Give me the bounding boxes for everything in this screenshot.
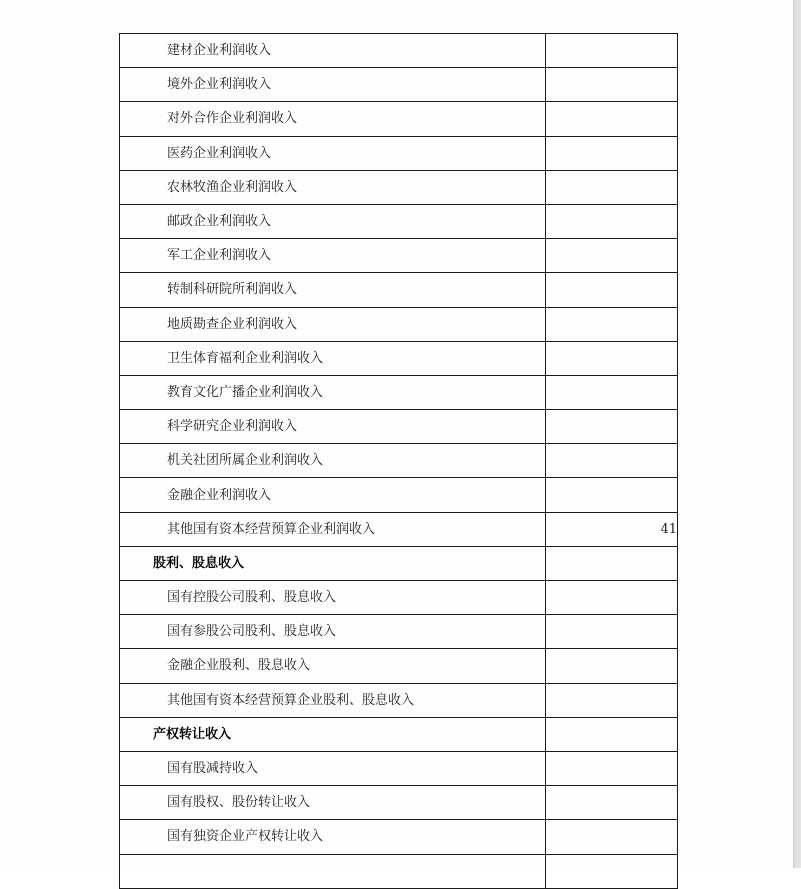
table-row [120,581,678,615]
table-row [120,273,678,307]
row-value [546,410,678,444]
row-label: 国有控股公司股利、股息收入 [120,581,546,615]
row-value [546,854,678,888]
row-label: 其他国有资本经营预算企业股利、股息收入 [120,683,546,717]
row-label: 医药企业利润收入 [120,136,546,170]
row-label: 股利、股息收入 [120,546,546,580]
row-value [546,239,678,273]
row-label: 产权转让收入 [120,717,546,751]
table-row [120,751,678,785]
table-section-row [120,546,678,580]
table-row [120,204,678,238]
budget-table-body [120,34,678,889]
table-row [120,307,678,341]
row-label: 机关社团所属企业利润收入 [120,444,546,478]
row-value [546,444,678,478]
row-label: 转制科研院所利润收入 [120,273,546,307]
table-row [120,649,678,683]
table-row [120,68,678,102]
row-value [546,68,678,102]
row-label: 地质勘查企业利润收入 [120,307,546,341]
row-value [546,102,678,136]
row-value [546,786,678,820]
row-value [546,34,678,68]
row-label: 国有股权、股份转让收入 [120,786,546,820]
row-value [546,478,678,512]
table-row [120,512,678,546]
table-row [120,34,678,68]
row-value [546,136,678,170]
row-label: 金融企业利润收入 [120,478,546,512]
viewer-scrollbar[interactable] [793,0,801,868]
table-row [120,136,678,170]
row-value [546,683,678,717]
table-section-row [120,717,678,751]
row-value: 41 [546,512,678,546]
row-label: 邮政企业利润收入 [120,204,546,238]
row-label: 国有股减持收入 [120,751,546,785]
row-label: 对外合作企业利润收入 [120,102,546,136]
row-value [546,751,678,785]
row-value [546,204,678,238]
table-row [120,444,678,478]
row-value [546,273,678,307]
row-value [546,820,678,854]
table-row [120,854,678,888]
table-row [120,820,678,854]
table-row [120,239,678,273]
row-value [546,170,678,204]
row-value [546,341,678,375]
row-label: 教育文化广播企业利润收入 [120,375,546,409]
row-label [120,854,546,888]
table-row [120,375,678,409]
row-label: 卫生体育福利企业利润收入 [120,341,546,375]
table-row [120,615,678,649]
row-label: 国有参股公司股利、股息收入 [120,615,546,649]
budget-table [119,33,678,889]
table-row [120,102,678,136]
row-value [546,581,678,615]
table-row [120,170,678,204]
table-row [120,683,678,717]
row-value [546,375,678,409]
row-label: 境外企业利润收入 [120,68,546,102]
row-label: 建材企业利润收入 [120,34,546,68]
row-label: 国有独资企业产权转让收入 [120,820,546,854]
row-value [546,546,678,580]
row-value [546,717,678,751]
table-row [120,786,678,820]
row-label: 金融企业股利、股息收入 [120,649,546,683]
row-value [546,307,678,341]
table-row [120,410,678,444]
row-label: 其他国有资本经营预算企业利润收入 [120,512,546,546]
row-label: 农林牧渔企业利润收入 [120,170,546,204]
table-row [120,341,678,375]
table-row [120,478,678,512]
row-value [546,615,678,649]
row-label: 科学研究企业利润收入 [120,410,546,444]
row-label: 军工企业利润收入 [120,239,546,273]
row-value [546,649,678,683]
